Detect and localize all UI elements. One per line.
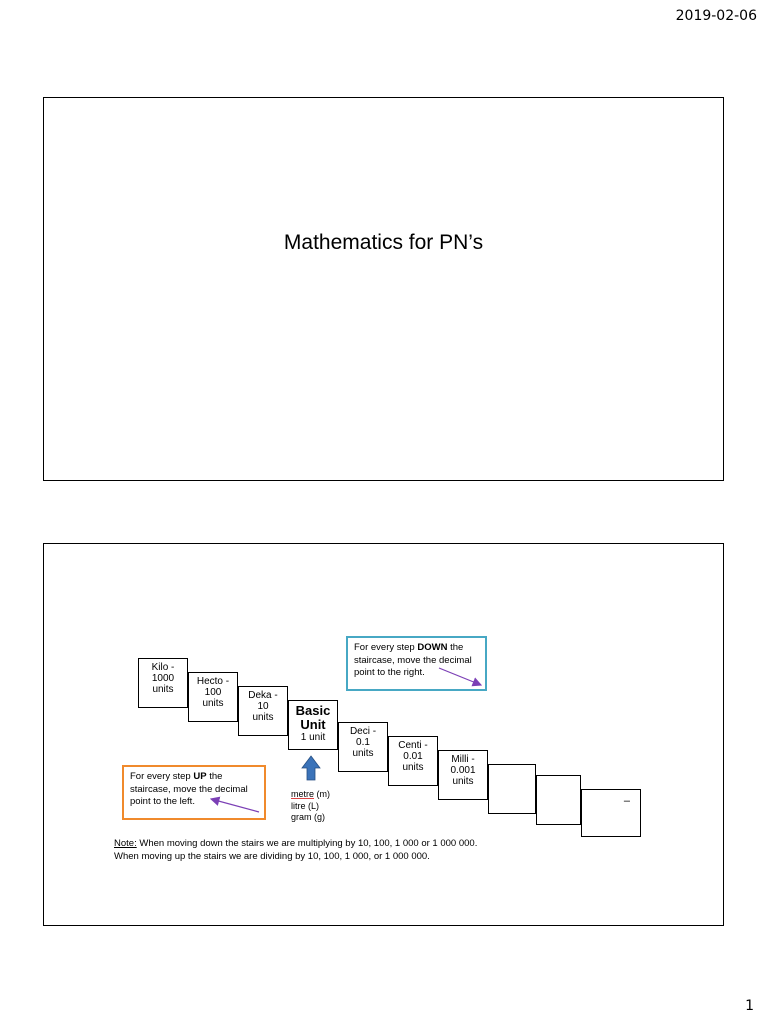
step-kilo <box>138 658 188 708</box>
step-milli <box>438 750 488 800</box>
slide-1 <box>43 97 724 481</box>
staircase-footnote <box>114 838 477 863</box>
unit-metre-word: metre <box>291 789 315 799</box>
step-deka <box>238 686 288 736</box>
slide-2 <box>43 543 724 926</box>
step-deka-value: 10 <box>257 701 269 712</box>
step-kilo-value: 1000 <box>151 673 175 684</box>
basic-units-list <box>291 789 330 824</box>
step-centi <box>388 736 438 786</box>
step-deci <box>338 722 388 772</box>
unit-metre <box>291 789 330 801</box>
unit-gram: gram (g) <box>291 812 326 822</box>
basic-unit-arrow-icon <box>302 756 320 780</box>
up-note-text-1: For every step <box>130 771 194 782</box>
up-note-text-2: the staircase, move the decimal point to the left. <box>130 771 248 807</box>
step-hecto-name: Hecto - <box>196 676 230 687</box>
step-hecto-value: 100 <box>204 687 222 698</box>
step-hecto-units: units <box>202 698 224 709</box>
step-deci-value: 0.1 <box>356 737 370 748</box>
step-hecto <box>188 672 238 722</box>
step-basic-title-1: Basic <box>295 703 331 718</box>
step-deci-units: units <box>352 748 374 759</box>
unit-litre: litre (L) <box>291 800 320 811</box>
step-deka-name: Deka - <box>248 690 278 701</box>
step-deka-units: units <box>252 712 274 723</box>
step-kilo-name: Kilo - <box>151 662 175 673</box>
step-empty-1 <box>488 764 536 814</box>
footnote-text-1: When moving down the stairs we are multiplying by 10, 100, 1 000 or 1 000 000. <box>136 838 478 849</box>
step-deci-name: Deci - <box>349 726 377 737</box>
page-number: 1 <box>745 998 754 1014</box>
step-milli-name: Milli - <box>451 754 475 765</box>
step-milli-value: 0.001 <box>450 765 476 776</box>
footnote-line-1 <box>114 838 477 851</box>
step-down-note <box>346 636 487 691</box>
step-empty-2 <box>536 775 581 825</box>
down-note-text-2: the staircase, move the decimal point to the right. <box>354 642 472 678</box>
step-basic-value: 1 unit <box>300 732 326 743</box>
step-basic-unit <box>288 700 338 750</box>
page-date: 2019-02-06 <box>675 8 757 24</box>
footnote-line-2: When moving up the stairs we are dividing by 10, 100, 1 000, or 1 000 000. <box>114 850 430 862</box>
step-up-note <box>122 765 266 820</box>
step-empty-3 <box>581 789 641 837</box>
unit-metre-abbr: (m) <box>314 789 331 799</box>
footnote-label: Note: <box>114 838 137 849</box>
step-milli-units: units <box>452 776 474 787</box>
step-kilo-units: units <box>152 684 174 695</box>
step-basic-title-2: Unit <box>300 717 326 732</box>
step-centi-units: units <box>402 762 424 773</box>
step-dash: – <box>623 795 630 807</box>
slide-title: Mathematics for PN’s <box>283 231 484 254</box>
down-note-text-1: For every step <box>354 642 418 653</box>
down-note-bold: DOWN <box>417 642 448 653</box>
up-note-bold: UP <box>193 771 207 782</box>
step-centi-name: Centi - <box>398 740 428 751</box>
step-centi-value: 0.01 <box>403 751 423 762</box>
